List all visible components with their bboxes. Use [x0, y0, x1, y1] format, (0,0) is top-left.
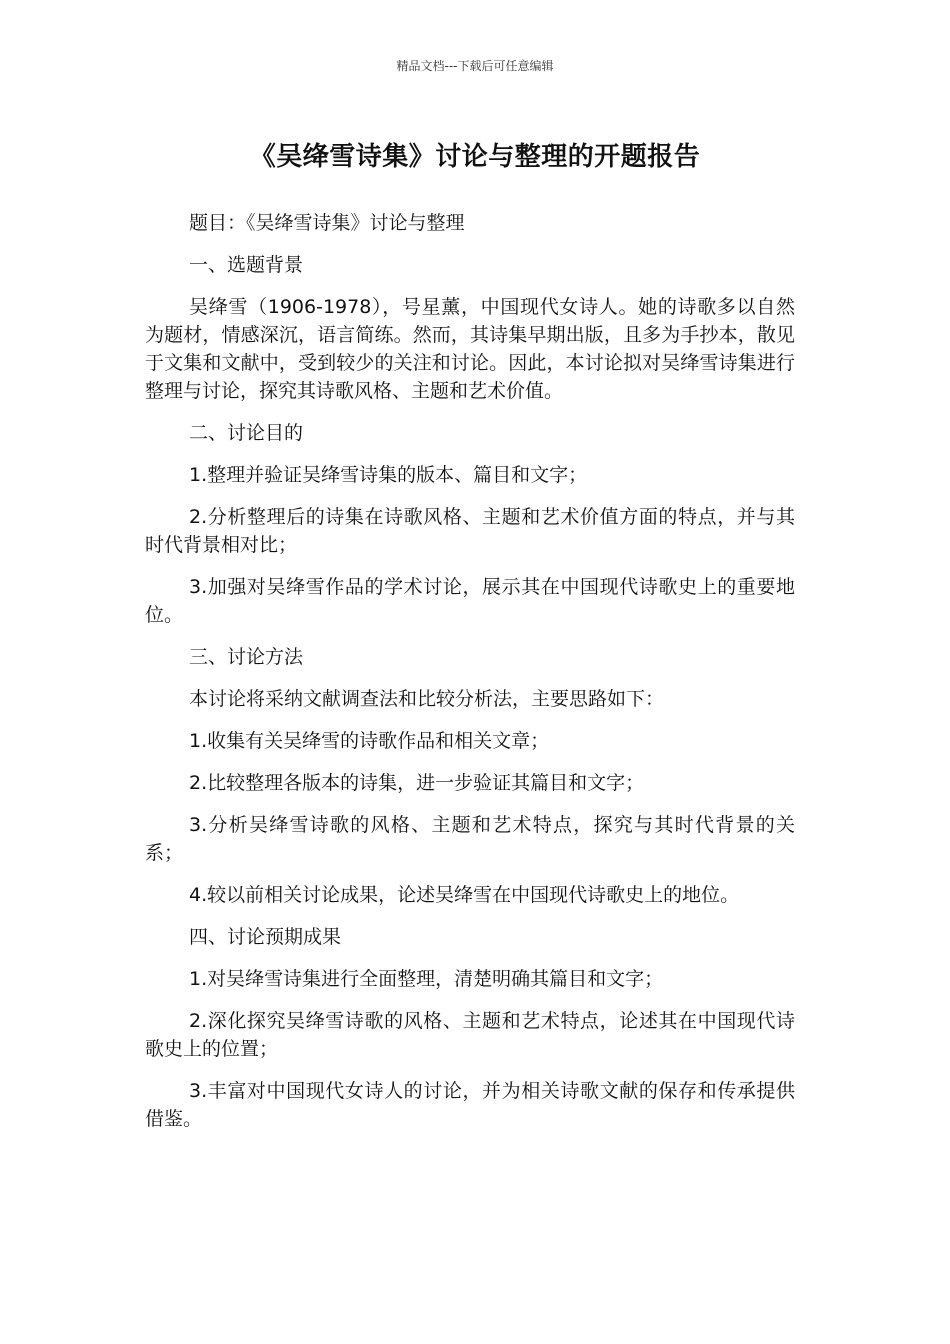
section-heading-outcomes: 四、讨论预期成果	[189, 926, 342, 948]
purpose-item-3: 3.加强对吴绛雪作品的学术讨论，展示其在中国现代诗歌史上的重要地位。	[145, 576, 795, 626]
method-item-1: 1.收集有关吴绛雪的诗歌作品和相关文章；	[189, 730, 550, 752]
method-item-4: 4.较以前相关讨论成果，论述吴绛雪在中国现代诗歌史上的地位。	[189, 884, 740, 906]
section-heading-method: 三、讨论方法	[189, 646, 304, 668]
outcome-item-3: 3.丰富对中国现代女诗人的讨论，并为相关诗歌文献的保存和传承提供借鉴。	[145, 1080, 795, 1130]
purpose-item-1: 1.整理并验证吴绛雪诗集的版本、篇目和文字；	[189, 464, 588, 486]
outcome-item-2: 2.深化探究吴绛雪诗歌的风格、主题和艺术特点，论述其在中国现代诗歌史上的位置；	[145, 1010, 795, 1060]
purpose-item-2: 2.分析整理后的诗集在诗歌风格、主题和艺术价值方面的特点，并与其时代背景相对比；	[145, 506, 795, 556]
document-body	[145, 209, 795, 1147]
method-item-3: 3.分析吴绛雪诗歌的风格、主题和艺术特点，探究与其时代背景的关系；	[145, 814, 795, 864]
method-item-2: 2.比较整理各版本的诗集，进一步验证其篇目和文字；	[189, 772, 645, 794]
outcome-item-1: 1.对吴绛雪诗集进行全面整理，清楚明确其篇目和文字；	[189, 968, 664, 990]
section-heading-purpose: 二、讨论目的	[189, 422, 304, 444]
section-heading-background: 一、选题背景	[189, 254, 304, 276]
page-header-note: 精品文档---下载后可任意编辑	[396, 59, 554, 73]
document-title: 《吴绛雪诗集》讨论与整理的开题报告	[249, 142, 701, 172]
method-intro: 本讨论将采纳文献调查法和比较分析法，主要思路如下：	[189, 688, 665, 710]
topic-line: 题目：《吴绛雪诗集》讨论与整理	[189, 212, 465, 234]
background-paragraph: 吴绛雪（1906-1978），号星薰，中国现代女诗人。她的诗歌多以自然为题材，情感深沉，语言简练。然而，其诗集早期出版，且多为手抄本，散见于文集和文献中，受到较少的关注和讨论。因此，本讨论拟对吴绛雪诗集进行整理与讨论，探究其诗歌风格、主题和艺术价值。	[145, 296, 795, 402]
